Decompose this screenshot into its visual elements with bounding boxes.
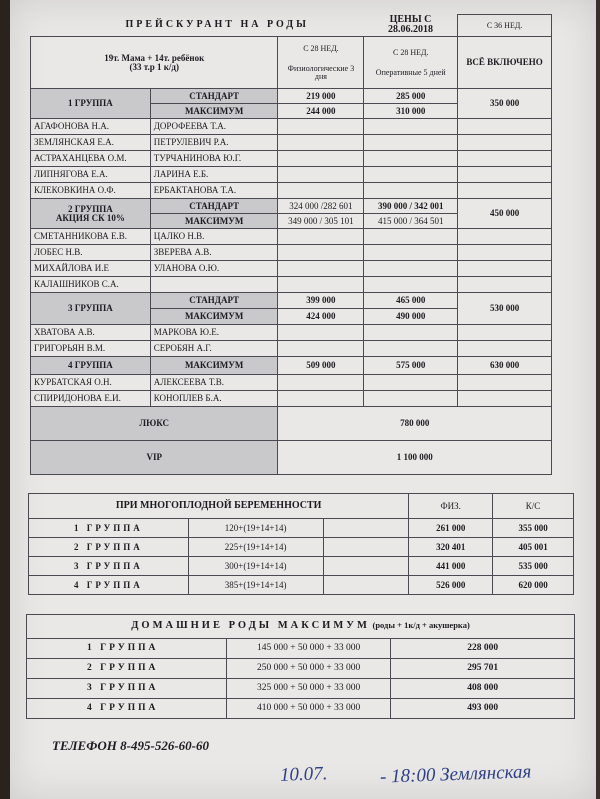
home-total: 295 701 bbox=[391, 659, 575, 679]
package-note bbox=[31, 37, 278, 89]
group3-standard-label: СТАНДАРТ bbox=[150, 293, 278, 309]
group3-all-included: 530 000 bbox=[458, 293, 552, 325]
main-price-table bbox=[30, 14, 552, 475]
group1-standard-phys: 219 000 bbox=[278, 89, 364, 104]
doctor-name: ЛОБЕС Н.В. bbox=[31, 245, 151, 261]
group3-maximum-op: 490 000 bbox=[364, 309, 458, 325]
lux-price: 780 000 bbox=[278, 407, 552, 441]
op-header bbox=[364, 37, 458, 89]
multiple-col-cs: К/С bbox=[493, 494, 574, 519]
group4-label: 4 ГРУППА bbox=[31, 357, 151, 375]
multiple-cs: 405 001 bbox=[493, 538, 574, 557]
doctor-name: АГАФОНОВА Н.А. bbox=[31, 119, 151, 135]
group1-maximum-op: 310 000 bbox=[364, 104, 458, 119]
phys-header bbox=[278, 37, 364, 89]
home-total: 408 000 bbox=[391, 679, 575, 699]
op-name: Оперативные 5 дней bbox=[375, 67, 446, 77]
doctor-name: МАРКОВА Ю.Е. bbox=[150, 325, 278, 341]
home-birth-table bbox=[26, 614, 575, 719]
group1-standard-op: 285 000 bbox=[364, 89, 458, 104]
multiple-group: 1 ГРУППА bbox=[29, 519, 189, 538]
group2-promo: АКЦИЯ СК 10% bbox=[55, 212, 125, 223]
multiple-formula: 385+(19+14+14) bbox=[188, 576, 323, 595]
home-total: 228 000 bbox=[391, 639, 575, 659]
group2-label bbox=[31, 199, 151, 229]
doctor-name: МИХАЙЛОВА И.Е bbox=[31, 261, 151, 277]
doctor-name: ЗВЕРЕВА А.В. bbox=[150, 245, 278, 261]
multiple-formula: 120+(19+14+14) bbox=[188, 519, 323, 538]
group2-maximum-label: МАКСИМУМ bbox=[150, 214, 278, 229]
group1-all-included: 350 000 bbox=[458, 89, 552, 119]
package-note-line2: (33 т.р 1 к/д) bbox=[129, 61, 179, 72]
group3-label: 3 ГРУППА bbox=[31, 293, 151, 325]
doctor-name bbox=[150, 277, 278, 293]
doctor-name: КАЛАШНИКОВ С.А. bbox=[31, 277, 151, 293]
vip-price: 1 100 000 bbox=[278, 441, 552, 475]
doctor-name: ЗЕМЛЯНСКАЯ Е.А. bbox=[31, 135, 151, 151]
doctor-name: ХВАТОВА А.В. bbox=[31, 325, 151, 341]
phone-number: ТЕЛЕФОН 8-495-526-60-60 bbox=[52, 738, 209, 753]
doctor-name: АСТРАХАНЦЕВА О.М. bbox=[31, 151, 151, 167]
document-title: ПРЕЙСКУРАНТ НА РОДЫ bbox=[125, 19, 309, 31]
group1-standard-label: СТАНДАРТ bbox=[150, 89, 278, 104]
group2-standard-label: СТАНДАРТ bbox=[150, 199, 278, 214]
home-group: 3 ГРУППА bbox=[27, 679, 227, 699]
doctor-name: СМЕТАННИКОВА Е.В. bbox=[31, 229, 151, 245]
home-subtitle: (роды + 1к/д + акушерка) bbox=[372, 620, 470, 631]
multiple-phys: 526 000 bbox=[409, 576, 493, 595]
page-edge bbox=[0, 0, 10, 799]
doctor-name: ТУРЧАНИНОВА Ю.Г. bbox=[150, 151, 278, 167]
doctor-name: ЕРБАКТАНОВА Т.А. bbox=[150, 183, 278, 199]
group3-maximum-label: МАКСИМУМ bbox=[150, 309, 278, 325]
home-total: 493 000 bbox=[391, 699, 575, 719]
multiple-phys: 320 401 bbox=[409, 538, 493, 557]
group3-maximum-phys: 424 000 bbox=[278, 309, 364, 325]
doctor-name: КУРБАТСКАЯ О.Н. bbox=[31, 375, 151, 391]
multiple-cs: 535 000 bbox=[493, 557, 574, 576]
group2-standard-op: 390 000 / 342 001 bbox=[364, 199, 458, 214]
home-title: ДОМАШНИЕ РОДЫ МАКСИМУМ bbox=[131, 620, 370, 632]
all-included-header: ВСЁ ВКЛЮЧЕНО bbox=[458, 37, 552, 89]
home-formula: 325 000 + 50 000 + 33 000 bbox=[226, 679, 391, 699]
home-title-cell bbox=[27, 615, 575, 639]
group2-maximum-op: 415 000 / 364 501 bbox=[364, 214, 458, 229]
multiple-group: 2 ГРУППА bbox=[29, 538, 189, 557]
doctor-name: СЕРОБЯН А.Г. bbox=[150, 341, 278, 357]
home-formula: 250 000 + 50 000 + 33 000 bbox=[226, 659, 391, 679]
group1-maximum-phys: 244 000 bbox=[278, 104, 364, 119]
vip-label: VIP bbox=[31, 441, 278, 475]
multiple-cs: 620 000 bbox=[493, 576, 574, 595]
multiple-pregnancy-table bbox=[28, 493, 574, 595]
doctor-name: УЛАНОВА О.Ю. bbox=[150, 261, 278, 277]
doctor-name: СПИРИДОНОВА Е.И. bbox=[31, 391, 151, 407]
date-label: ЦЕНЫ С 28.06.2018 bbox=[388, 14, 433, 36]
handwritten-date: 10.07. bbox=[279, 763, 328, 786]
group1-maximum-label: МАКСИМУМ bbox=[150, 104, 278, 119]
group2-maximum-phys: 349 000 / 305 101 bbox=[278, 214, 364, 229]
home-formula: 410 000 + 50 000 + 33 000 bbox=[226, 699, 391, 719]
group4-all-included: 630 000 bbox=[458, 357, 552, 375]
group3-standard-op: 465 000 bbox=[364, 293, 458, 309]
multiple-title: ПРИ МНОГОПЛОДНОЙ БЕРЕМЕННОСТИ bbox=[29, 494, 409, 519]
all-period: С 36 НЕД. bbox=[458, 15, 552, 37]
multiple-cs: 355 000 bbox=[493, 519, 574, 538]
group2-all-included: 450 000 bbox=[458, 199, 552, 229]
doctor-name: ПЕТРУЛЕВИЧ Р.А. bbox=[150, 135, 278, 151]
doctor-name: ЦАЛКО Н.В. bbox=[150, 229, 278, 245]
group1-label: 1 ГРУППА bbox=[31, 89, 151, 119]
multiple-formula: 225+(19+14+14) bbox=[188, 538, 323, 557]
group2-standard-phys: 324 000 /282 601 bbox=[278, 199, 364, 214]
doctor-name: ЛИПНЯГОВА Е.А. bbox=[31, 167, 151, 183]
multiple-phys: 441 000 bbox=[409, 557, 493, 576]
home-group: 4 ГРУППА bbox=[27, 699, 227, 719]
home-group: 1 ГРУППА bbox=[27, 639, 227, 659]
doctor-name: ГРИГОРЬЯН В.М. bbox=[31, 341, 151, 357]
handwritten-note: - 18:00 Землянская bbox=[379, 761, 532, 788]
multiple-group: 3 ГРУППА bbox=[29, 557, 189, 576]
multiple-phys: 261 000 bbox=[409, 519, 493, 538]
multiple-formula: 300+(19+14+14) bbox=[188, 557, 323, 576]
doctor-name: ЛАРИНА Е.Б. bbox=[150, 167, 278, 183]
package-note-line1: 19т. Мама + 14т. ребёнок bbox=[104, 52, 205, 63]
phys-period: С 28 НЕД. bbox=[303, 43, 339, 53]
doctor-name: ДОРОФЕЕВА Т.А. bbox=[150, 119, 278, 135]
multiple-group: 4 ГРУППА bbox=[29, 576, 189, 595]
group4-maximum-label: МАКСИМУМ bbox=[150, 357, 278, 375]
home-formula: 145 000 + 50 000 + 33 000 bbox=[226, 639, 391, 659]
doctor-name: АЛЕКСЕЕВА Т.В. bbox=[150, 375, 278, 391]
op-period: С 28 НЕД. bbox=[393, 47, 429, 57]
group2-name: 2 ГРУППА bbox=[67, 203, 113, 214]
group4-maximum-op: 575 000 bbox=[364, 357, 458, 375]
multiple-col-phys: ФИЗ. bbox=[409, 494, 493, 519]
group4-maximum-phys: 509 000 bbox=[278, 357, 364, 375]
doctor-name: КЛЕКОВКИНА О.Ф. bbox=[31, 183, 151, 199]
home-group: 2 ГРУППА bbox=[27, 659, 227, 679]
doctor-name: КОНОПЛЕВ Б.А. bbox=[150, 391, 278, 407]
lux-label: ЛЮКС bbox=[31, 407, 278, 441]
group3-standard-phys: 399 000 bbox=[278, 293, 364, 309]
phys-name: Физиологические 3 дня bbox=[287, 63, 355, 81]
